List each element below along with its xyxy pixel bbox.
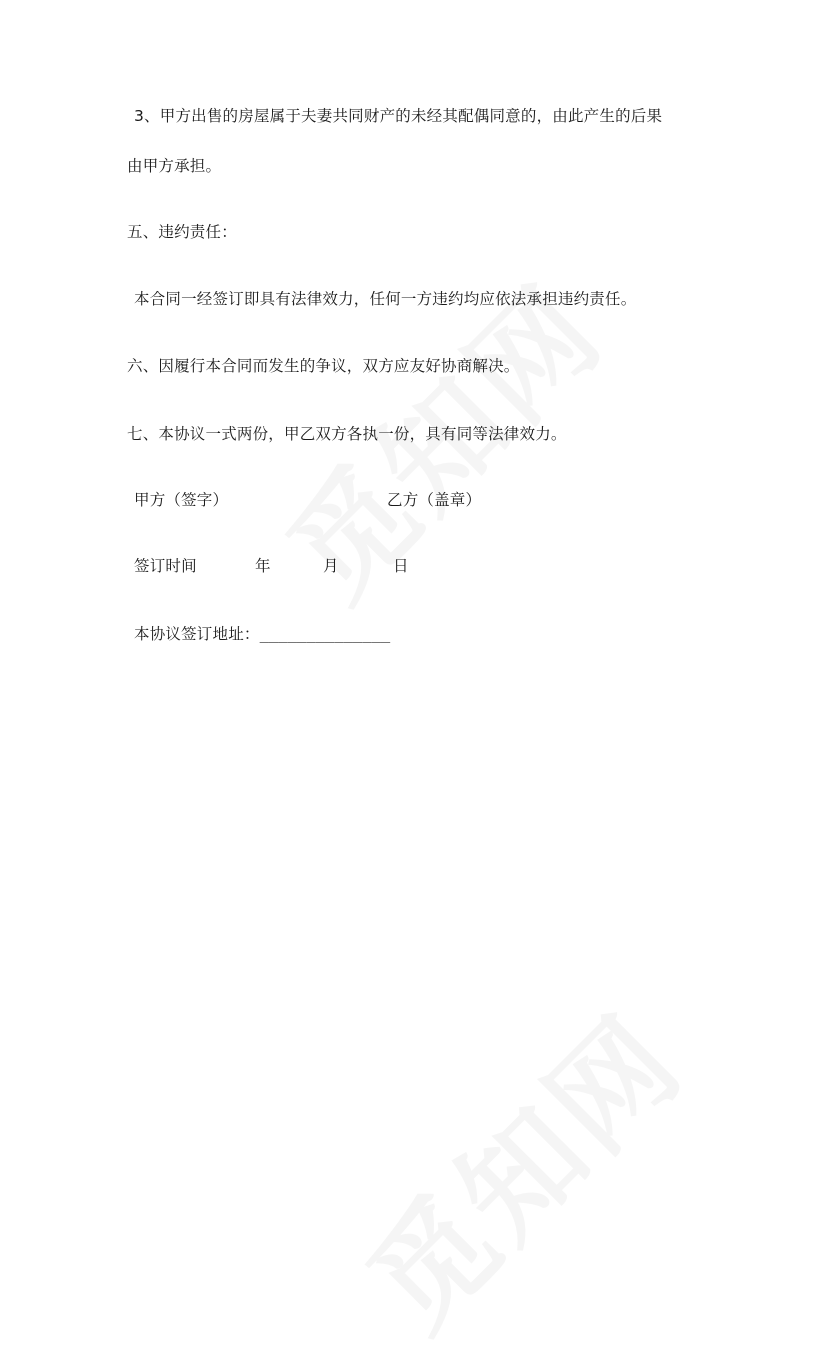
section-5-heading: 五、违约责任： bbox=[127, 223, 237, 241]
signing-date-day: 日 bbox=[393, 557, 409, 575]
clause-3-line-2: 由甲方承担。 bbox=[127, 157, 222, 175]
signing-date-year: 年 bbox=[255, 557, 271, 575]
signing-date-label: 签订时间 bbox=[134, 557, 197, 575]
party-b-seal-label: 乙方（盖章） bbox=[387, 491, 482, 509]
watermark bbox=[325, 972, 714, 1360]
signing-address bbox=[134, 624, 390, 644]
section-7: 七、本协议一式两份，甲乙双方各执一份，具有同等法律效力。 bbox=[127, 425, 567, 443]
party-a-signature-label: 甲方（签字） bbox=[134, 491, 229, 509]
signing-address-blank: ______________ bbox=[259, 625, 391, 643]
signing-address-label: 本协议签订地址： bbox=[134, 625, 260, 643]
section-5-body: 本合同一经签订即具有法律效力，任何一方违约均应依法承担违约责任。 bbox=[134, 290, 637, 308]
signing-date-month: 月 bbox=[323, 557, 339, 575]
section-6: 六、因履行本合同而发生的争议，双方应友好协商解决。 bbox=[127, 357, 520, 375]
clause-3-line-1: 3、甲方出售的房屋属于夫妻共同财产的未经其配偶同意的，由此产生的后果 bbox=[134, 107, 663, 125]
